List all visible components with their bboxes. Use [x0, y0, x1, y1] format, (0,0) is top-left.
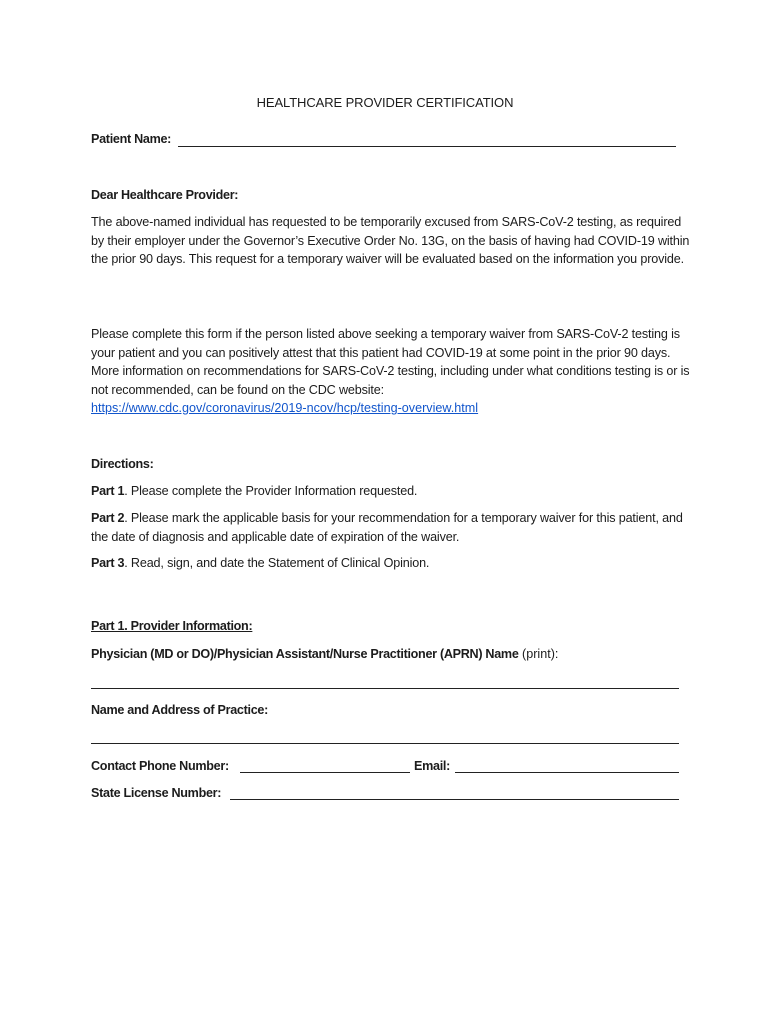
- patient-name-label: Patient Name:: [91, 132, 172, 146]
- cdc-link[interactable]: https://www.cdc.gov/coronavirus/2019-ncov/hcp/testing-overview.html: [91, 401, 479, 415]
- practice-label: Name and Address of Practice:: [91, 703, 269, 717]
- provider-name-field[interactable]: [91, 688, 679, 689]
- provider-name-line: [91, 645, 558, 663]
- intro-paragraph: The above-named individual has requested to be temporarily excused from SARS-CoV-2 testing, as required by their employer under the Governor’s Executive Order No. 13G, on the basis of having had COVID-19 within the prior 90 days. This request for a temporary waiver will be evaluated based on the information you provide.: [91, 215, 690, 267]
- direction-part-label: Part 1: [91, 484, 125, 498]
- greeting: Dear Healthcare Provider:: [91, 188, 239, 202]
- direction-text: . Please complete the Provider Information requested.: [124, 484, 418, 498]
- direction-item-part3: [91, 554, 691, 573]
- license-label: State License Number:: [91, 786, 222, 800]
- instructions-paragraph: Please complete this form if the person listed above seeking a temporary waiver from SARS-CoV-2 testing is your patient and you can positively attest that this patient had COVID-19 at some point in the prior 90 days. More information on recommendations for SARS-CoV-2 testing, including under what conditions testing is or is not recommended, can be found on the CDC website:: [91, 327, 690, 397]
- provider-name-label: Physician (MD or DO)/Physician Assistant/Nurse Practitioner (APRN) Name: [91, 647, 519, 661]
- provider-name-suffix: (print):: [518, 647, 559, 661]
- part1-heading: Part 1. Provider Information:: [91, 619, 253, 633]
- directions-heading: Directions:: [91, 457, 154, 471]
- license-field[interactable]: [230, 799, 679, 800]
- email-label: Email:: [414, 759, 450, 773]
- phone-label: Contact Phone Number:: [91, 759, 229, 773]
- practice-field[interactable]: [91, 743, 679, 744]
- email-field[interactable]: [455, 772, 679, 773]
- direction-text: . Read, sign, and date the Statement of Clinical Opinion.: [124, 556, 430, 570]
- direction-item-part1: [91, 482, 691, 501]
- direction-text: . Please mark the applicable basis for your recommendation for a temporary waiver for this patient, and the date of diagnosis and applicable date of expiration of the waiver.: [91, 511, 683, 544]
- phone-field[interactable]: [240, 772, 410, 773]
- document-title: HEALTHCARE PROVIDER CERTIFICATION: [256, 95, 514, 110]
- direction-item-part2: [91, 509, 691, 546]
- patient-name-field[interactable]: [178, 146, 676, 147]
- direction-part-label: Part 3: [91, 556, 125, 570]
- direction-part-label: Part 2: [91, 511, 125, 525]
